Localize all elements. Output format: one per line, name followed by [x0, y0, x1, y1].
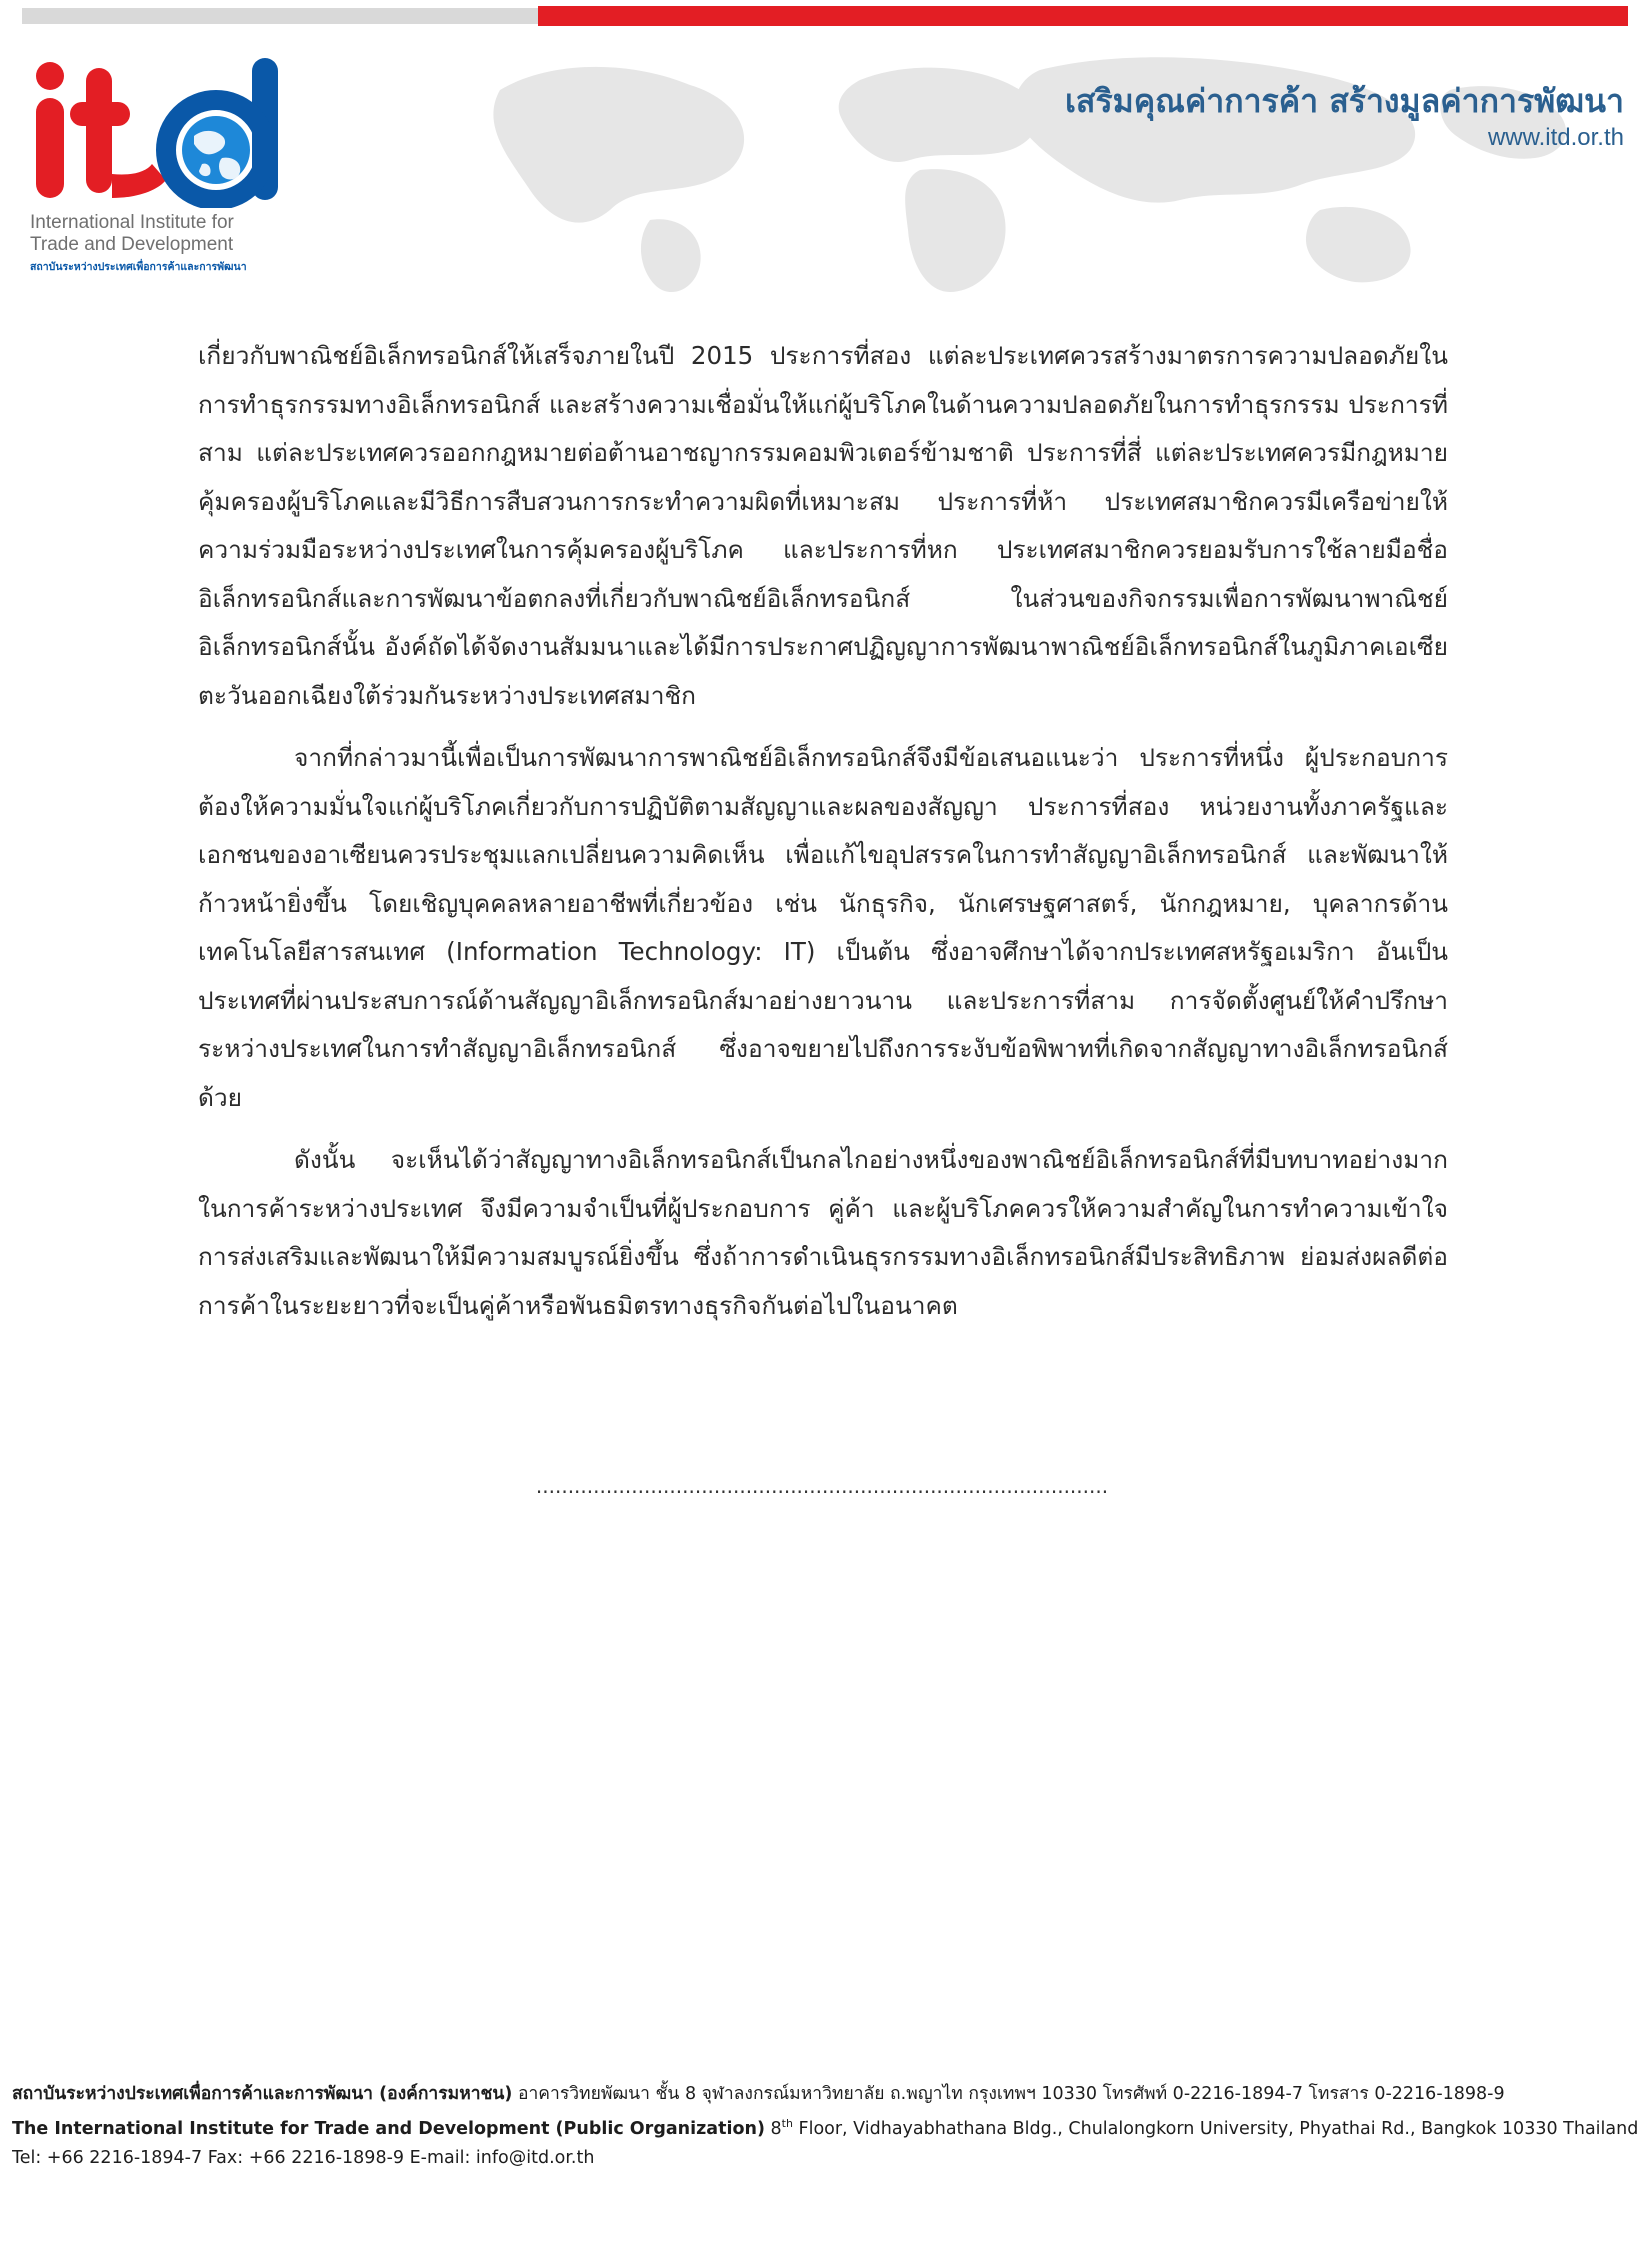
paragraph-2: จากที่กล่าวมานี้เพื่อเป็นการพัฒนาการพาณิชย์อิเล็กทรอนิกส์จึงมีข้อเสนอแนะว่า ประการที่หนึ่ง ผู้ประกอบการต้องให้ความมั่นใจแก่ผู้บริโภคเกี่ยวกับการปฏิบัติตามสัญญาและผลของสัญญา ประการที่สอง หน่วยงานทั้งภาครัฐและเอกชนของอาเซียนควรประชุมแลกเปลี่ยนความคิดเห็น เพื่อแก้ไขอุปสรรคในการทำสัญญาอิเล็กทรอนิกส์ และพัฒนาให้ก้าวหน้ายิ่งขึ้น โดยเชิญบุคคลหลายอาชีพที่เกี่ยวข้อง เช่น นักธุรกิจ, นักเศรษฐศาสตร์, นักกฎหมาย, บุคลากรด้านเทคโนโลยีสารสนเทศ (Information Technology: IT) เป็นต้น ซึ่งอาจศึกษาได้จากประเทศสหรัฐอเมริกา อันเป็นประเทศที่ผ่านประสบการณ์ด้านสัญญาอิเล็กทรอนิกส์มาอย่างยาวนาน และประการที่สาม การจัดตั้งศูนย์ให้คำปรึกษาระหว่างประเทศในการทำสัญญาอิเล็กทรอนิกส์ ซึ่งอาจขยายไปถึงการระงับข้อพิพาทที่เกิดจากสัญญาทางอิเล็กทรอนิกส์ด้วย [198, 743, 1448, 1112]
footer-contact: Tel: +66 2216-1894-7 Fax: +66 2216-1898-9 E-mail: info@itd.or.th [12, 2147, 595, 2168]
footer-english-address [12, 2109, 1642, 2144]
footer-floor-suffix: th [781, 2117, 793, 2130]
footer-english-org-name: The International Institute for Trade and Development (Public Organization) [12, 2118, 765, 2139]
itd-logo [28, 58, 298, 278]
footer-thai-org-name: สถาบันระหว่างประเทศเพื่อการค้าและการพัฒนา (องค์การมหาชน) [12, 2084, 513, 2104]
document-body [198, 332, 1448, 1344]
header-website-url[interactable]: www.itd.or.th [1487, 124, 1624, 151]
logo-thai-name: สถาบันระหว่างประเทศเพื่อการค้าและการพัฒนา [30, 261, 247, 273]
header-slogan: เสริมคุณค่าการค้า สร้างมูลค่าการพัฒนา [1064, 82, 1624, 120]
header-gray-bar [22, 8, 538, 24]
footer-english-address-text: Floor, Vidhayabhathana Bldg., Chulalongkorn University, Phyathai Rd., Bangkok 10330 Thailand [792, 2118, 1639, 2139]
paragraph-3: ดังนั้น จะเห็นได้ว่าสัญญาทางอิเล็กทรอนิกส์เป็นกลไกอย่างหนึ่งของพาณิชย์อิเล็กทรอนิกส์ที่มีบทบาทอย่างมากในการค้าระหว่างประเทศ จึงมีความจำเป็นที่ผู้ประกอบการ คู่ค้า และผู้บริโภคควรให้ความสำคัญในการทำความเข้าใจ การส่งเสริมและพัฒนาให้มีความสมบูรณ์ยิ่งขึ้น ซึ่งถ้าการดำเนินธุรกรรมทางอิเล็กทรอนิกส์มีประสิทธิภาพ ย่อมส่งผลดีต่อการค้าในระยะยาวที่จะเป็นคู่ค้าหรือพันธมิตรทางธุรกิจกันต่อไปในอนาคต [198, 1145, 1448, 1320]
footer-thai-address-text: อาคารวิทยพัฒนา ชั้น 8 จุฬาลงกรณ์มหาวิทยาลัย ถ.พญาไท กรุงเทพฯ 10330 โทรศัพท์ 0-2216-1894-7 โทรสาร 0-2216-1898-9 [512, 2084, 1505, 2104]
paragraph-1: เกี่ยวกับพาณิชย์อิเล็กทรอนิกส์ให้เสร็จภายในปี 2015 ประการที่สอง แต่ละประเทศควรสร้างมาตรการความปลอดภัยในการทำธุรกรรมทางอิเล็กทรอนิกส์ และสร้างความเชื่อมั่นให้แก่ผู้บริโภคในด้านความปลอดภัยในการทำธุรกรรม ประการที่สาม แต่ละประเทศควรออกกฎหมายต่อต้านอาชญากรรมคอมพิวเตอร์ข้ามชาติ ประการที่สี่ แต่ละประเทศควรมีกฎหมายคุ้มครองผู้บริโภคและมีวิธีการสืบสวนการกระทำความผิดที่เหมาะสม ประการที่ห้า ประเทศสมาชิกควรมีเครือข่ายให้ความร่วมมือระหว่างประเทศในการคุ้มครองผู้บริโภค และประการที่หก ประเทศสมาชิกควรยอมรับการใช้ลายมือชื่ออิเล็กทรอนิกส์และการพัฒนาข้อตกลงที่เกี่ยวกับพาณิชย์อิเล็กทรอนิกส์ ในส่วนของกิจกรรมเพื่อการพัฒนาพาณิชย์อิเล็กทรอนิกส์นั้น อังค์ถัดได้จัดงานสัมมนาและได้มีการประกาศปฏิญญาการพัฒนาพาณิชย์อิเล็กทรอนิกส์ในภูมิภาคเอเซียตะวันออกเฉียงใต้ร่วมกันระหว่างประเทศสมาชิก [198, 341, 1448, 710]
end-separator: .......................................................................................... [535, 1474, 1109, 1498]
itd-logo-mark [28, 58, 288, 208]
header-red-bar [538, 6, 1628, 26]
logo-name-line2: Trade and Development [30, 234, 234, 255]
page-footer [12, 2080, 1642, 2173]
globe-icon [182, 116, 250, 184]
logo-name-line1: International Institute for [30, 212, 234, 233]
world-map-background [440, 30, 1640, 300]
footer-thai-address [12, 2080, 1642, 2109]
footer-floor-number: 8 [764, 2118, 782, 2139]
